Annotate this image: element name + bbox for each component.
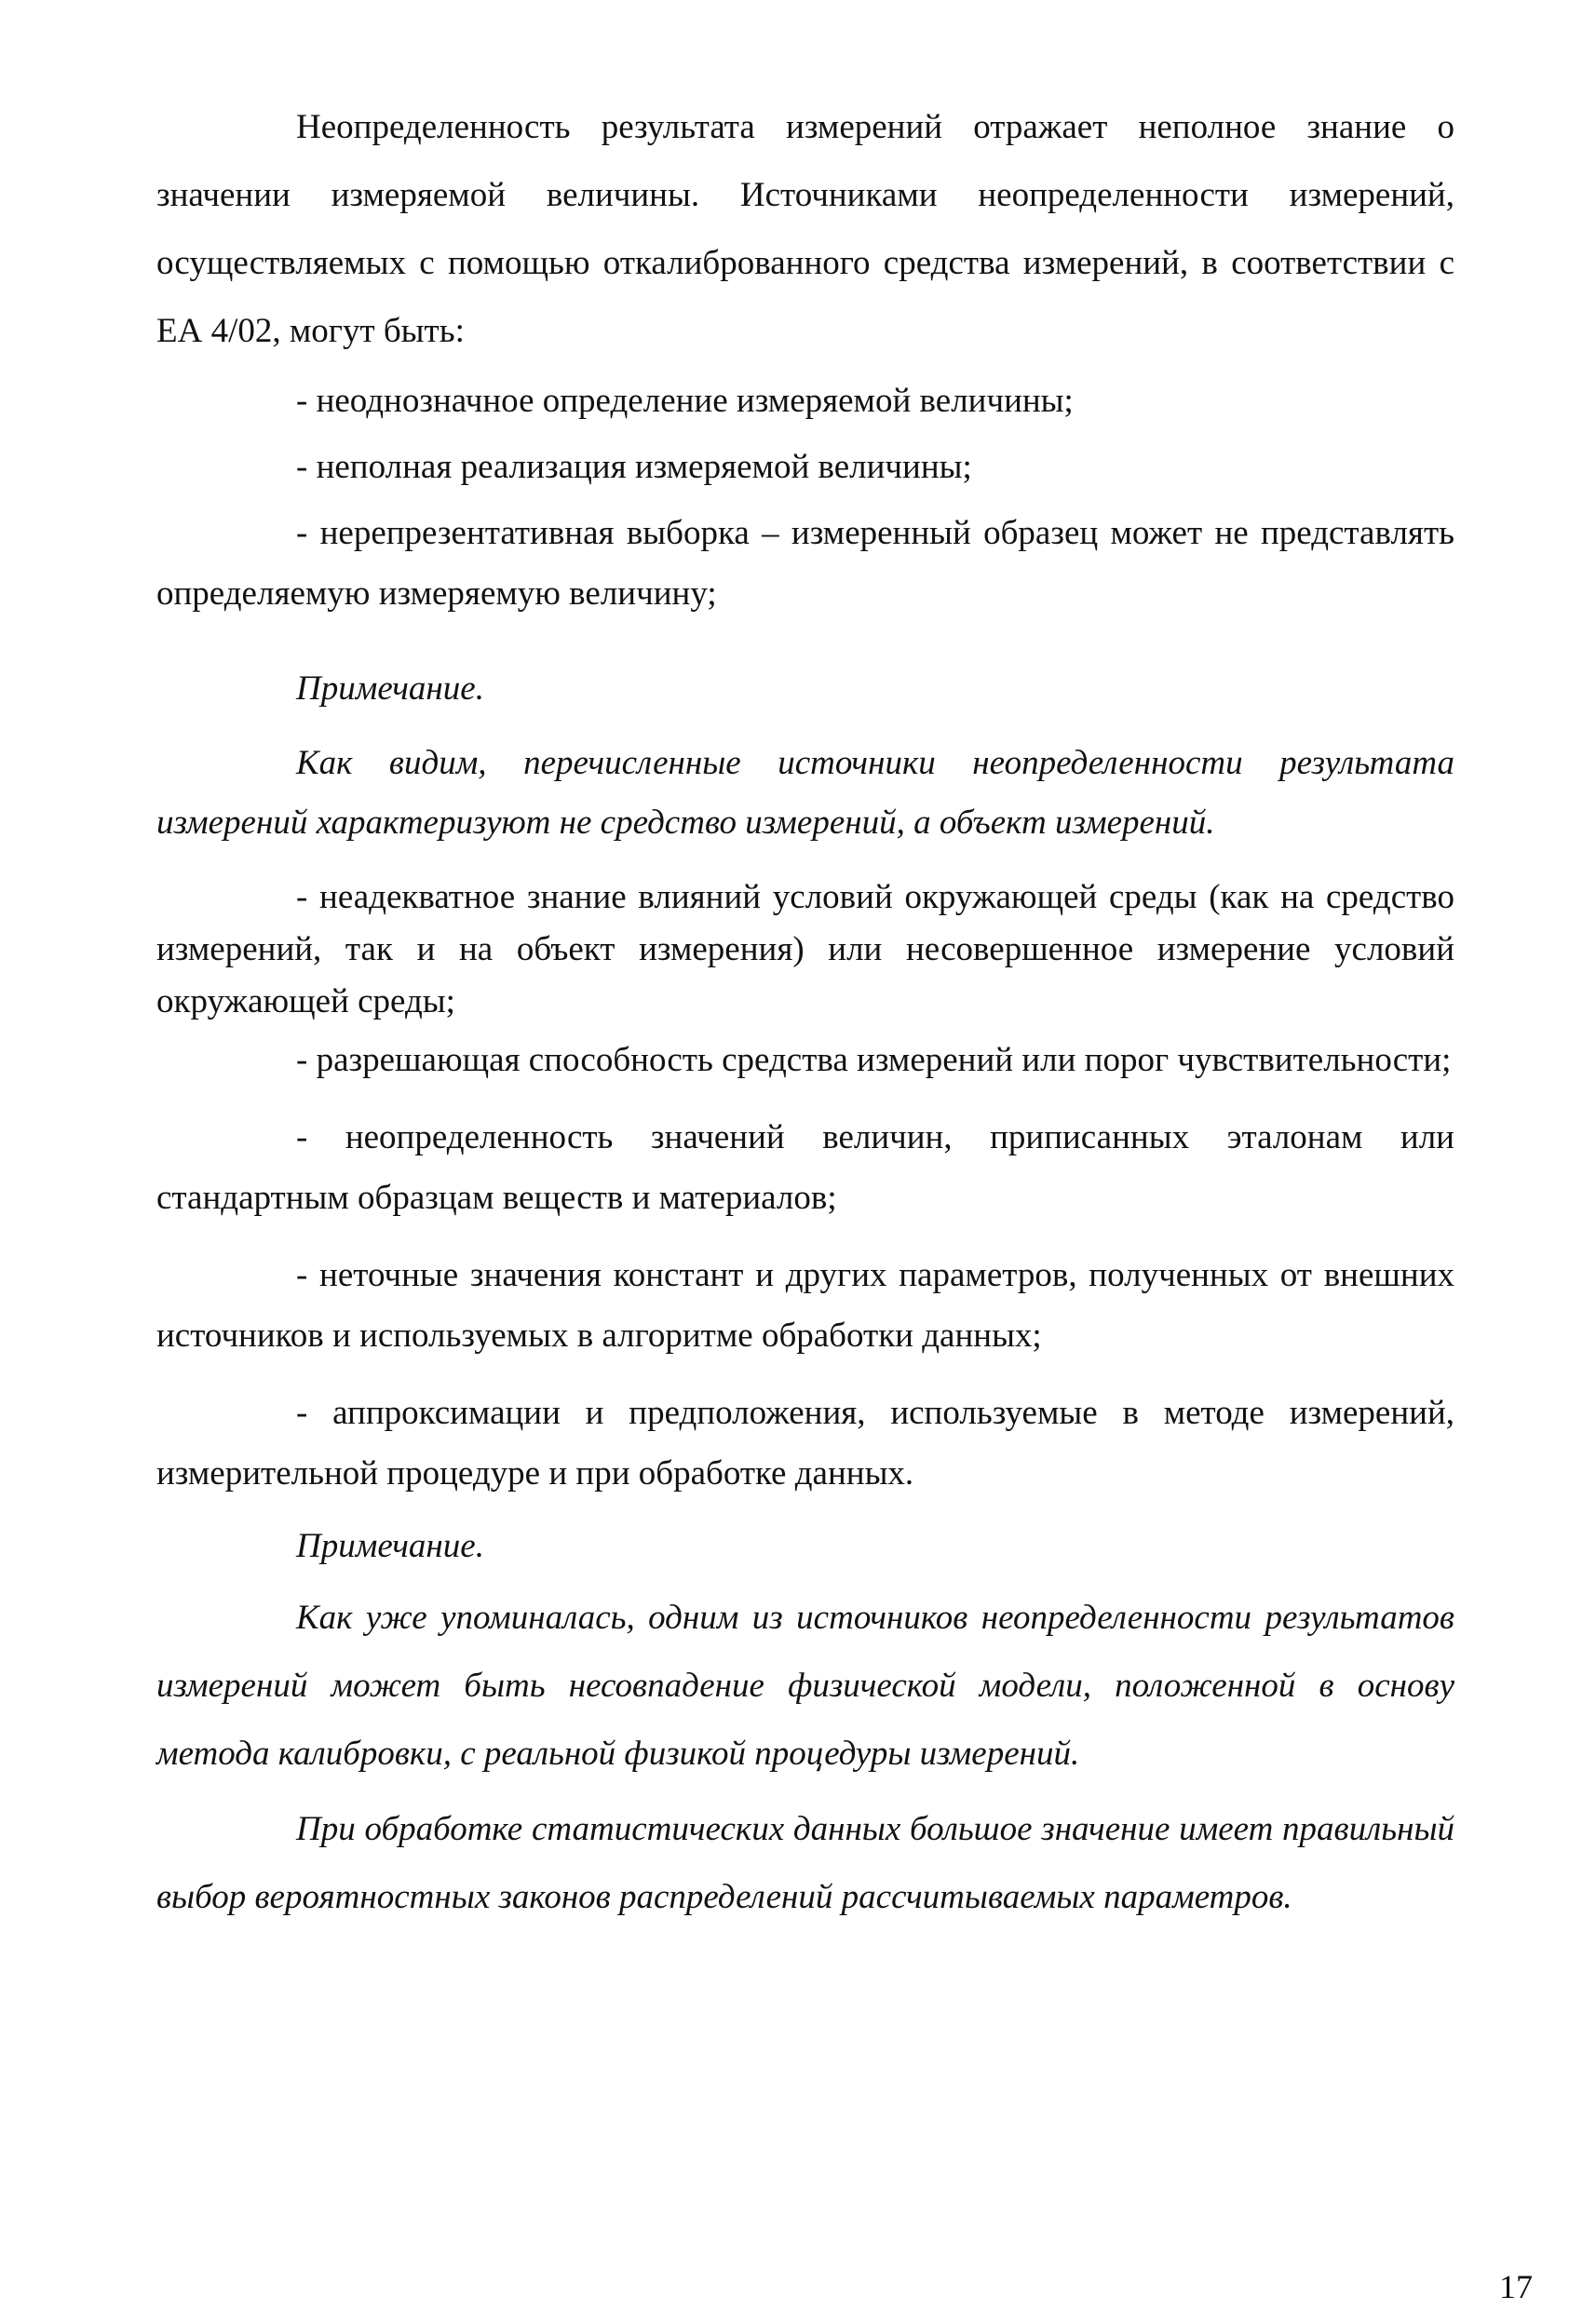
list-item: - неадекватное знание влияний условий окружающей среды (как на средство измерений, так и на объект измерения) или несовершенное измерение условий окружающей среды; bbox=[156, 878, 1454, 1020]
note-text: Как уже упоминалась, одним из источников неопределенности результатов измерений может быть несовпадение физической модели, положенной в основу метода калибровки, с реальной физикой процедуры измерений. bbox=[156, 1599, 1454, 1773]
list-item: - разрешающая способность средства измерений или порог чувствительности; bbox=[296, 1041, 1452, 1079]
list-item: - нерепрезентативная выборка – измеренный образец может не представлять определяемую измеряемую величину; bbox=[156, 514, 1454, 613]
document-page bbox=[156, 93, 1454, 1931]
note-text: Как видим, перечисленные источники неопределенности результата измерений характеризуют не средство измерений, а объект измерений. bbox=[156, 744, 1454, 842]
list-item: - неточные значения констант и других параметров, полученных от внешних источников и используемых в алгоритме обработки данных; bbox=[156, 1256, 1454, 1355]
note-text: При обработке статистических данных большое значение имеет правильный выбор вероятностных законов распределений рассчитываемых параметров. bbox=[156, 1810, 1454, 1916]
page-number: 17 bbox=[1499, 2268, 1533, 2305]
note-title: Примечание. bbox=[296, 669, 484, 708]
intro-paragraph: Неопределенность результата измерений отражает неполное знание о значении измеряемой величины. Источниками неопределенности измерений, осуществляемых с помощью откалиброванного средства измерений, в соответствии с ЕА 4/02, могут быть: bbox=[156, 108, 1454, 350]
list-item: - неоднозначное определение измеряемой величины; bbox=[296, 382, 1074, 420]
note-title: Примечание. bbox=[296, 1527, 484, 1565]
list-item: - аппроксимации и предположения, используемые в методе измерений, измерительной процедуре и при обработке данных. bbox=[156, 1394, 1454, 1493]
list-item: - неполная реализация измеряемой величины; bbox=[296, 448, 972, 486]
list-item: - неопределенность значений величин, приписанных эталонам или стандартным образцам веществ и материалов; bbox=[156, 1118, 1454, 1217]
